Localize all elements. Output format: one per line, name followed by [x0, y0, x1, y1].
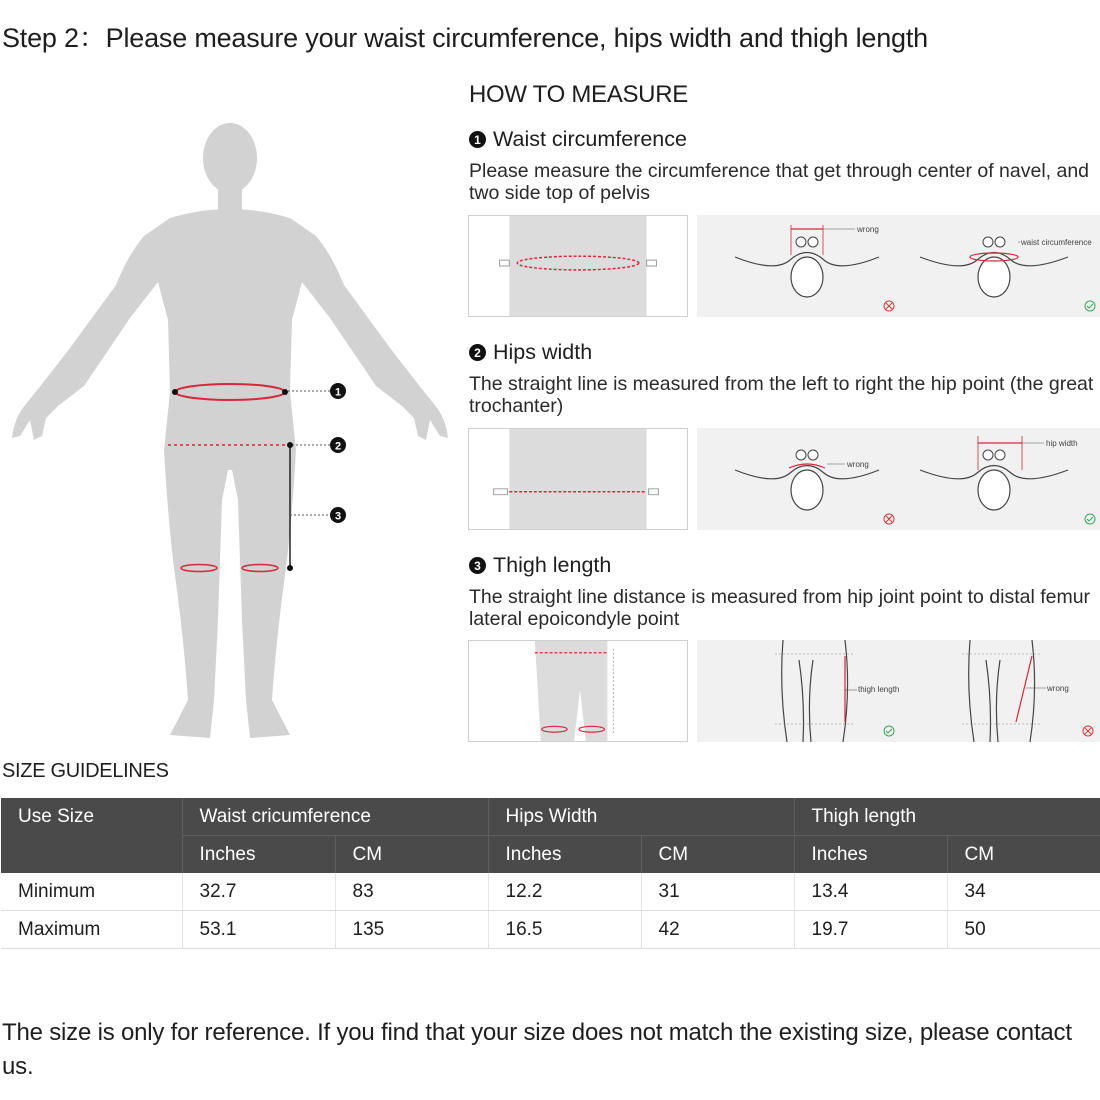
header-unit: CM [335, 836, 488, 874]
row-label: Maximum [1, 911, 182, 949]
section-title-text: Thigh length [493, 553, 612, 577]
figure-marker-1 [330, 383, 346, 399]
header-hips: Hips Width [488, 798, 794, 836]
table-cell: 34 [947, 873, 1100, 911]
header-waist: Waist cricumference [182, 798, 488, 836]
section-title-text: Waist circumference [493, 127, 687, 151]
hips-wrong-diagram [697, 428, 917, 530]
wrong-icon [1085, 728, 1091, 734]
svg-text:thigh length: thigh length [858, 685, 900, 694]
footer-note: The size is only for reference. If you find that your size does not match the existing size, please contact us. [2, 1019, 1072, 1080]
waist-wrong-diagram [697, 215, 917, 317]
table-row [1, 911, 1100, 949]
table-cell: 83 [335, 873, 488, 911]
table-cell: 32.7 [182, 873, 335, 911]
step-title: Step 2：Please measure your waist circumference, hips width and thigh length [2, 23, 928, 53]
thigh-correct-diagram [697, 640, 917, 742]
svg-text:wrong: wrong [1047, 684, 1069, 693]
svg-text:wrong: wrong [857, 225, 879, 234]
thigh-front-diagram [468, 640, 688, 742]
header-unit: CM [947, 836, 1100, 874]
header-unit: Inches [182, 836, 335, 874]
body-figure [0, 110, 460, 750]
table-cell: 135 [335, 911, 488, 949]
section-title-text: Hips width [493, 340, 593, 364]
table-cell: 12.2 [488, 873, 641, 911]
figure-marker-2 [330, 437, 346, 453]
header-use-size: Use Size [1, 798, 182, 873]
section-waist-title [469, 127, 687, 152]
wrong-icon [886, 516, 892, 522]
svg-text:1: 1 [334, 386, 342, 399]
size-guidelines-title: SIZE GUIDELINES [2, 760, 169, 782]
correct-icon [886, 729, 892, 733]
how-to-measure-title: HOW TO MEASURE [469, 81, 688, 108]
table-cell: 50 [947, 911, 1100, 949]
table-cell: 16.5 [488, 911, 641, 949]
thigh-wrong-diagram [902, 640, 1100, 742]
table-cell: 53.1 [182, 911, 335, 949]
header-thigh: Thigh length [794, 798, 1100, 836]
number-badge: 2 [469, 344, 486, 361]
table-cell: 19.7 [794, 911, 947, 949]
section-hips-description: The straight line is measured from the left to right the hip point (the great trochanter) [469, 373, 1094, 417]
header-unit: Inches [488, 836, 641, 874]
number-badge: 3 [469, 557, 486, 574]
correct-icon [1087, 304, 1093, 308]
number-badge: 1 [469, 131, 486, 148]
svg-text:hip width: hip width [1046, 439, 1078, 448]
section-thigh-description: The straight line distance is measured from hip joint point to distal femur lateral epoicondyle point [469, 586, 1091, 630]
section-hips-title [469, 340, 592, 365]
svg-text:waist circumference: waist circumference [1021, 238, 1092, 247]
hips-correct-diagram [902, 428, 1100, 530]
svg-text:wrong: wrong [847, 460, 869, 469]
table-cell: 42 [641, 911, 794, 949]
waist-correct-diagram [902, 215, 1100, 317]
section-thigh-title [469, 553, 611, 578]
figure-marker-3 [330, 507, 346, 523]
table-row [1, 873, 1100, 911]
correct-icon [1087, 517, 1093, 521]
svg-text:2: 2 [334, 440, 342, 453]
section-waist-description: Please measure the circumference that get through center of navel, and two side top of pelvis [469, 160, 1090, 204]
table-cell: 31 [641, 873, 794, 911]
table-cell: 13.4 [794, 873, 947, 911]
wrong-icon [886, 303, 892, 309]
row-label: Minimum [1, 873, 182, 911]
waist-front-diagram [468, 215, 688, 317]
body-silhouette-icon [12, 123, 448, 738]
header-unit: Inches [794, 836, 947, 874]
size-table [1, 798, 1100, 949]
hips-front-diagram [468, 428, 688, 530]
svg-text:3: 3 [334, 510, 342, 523]
header-unit: CM [641, 836, 794, 874]
